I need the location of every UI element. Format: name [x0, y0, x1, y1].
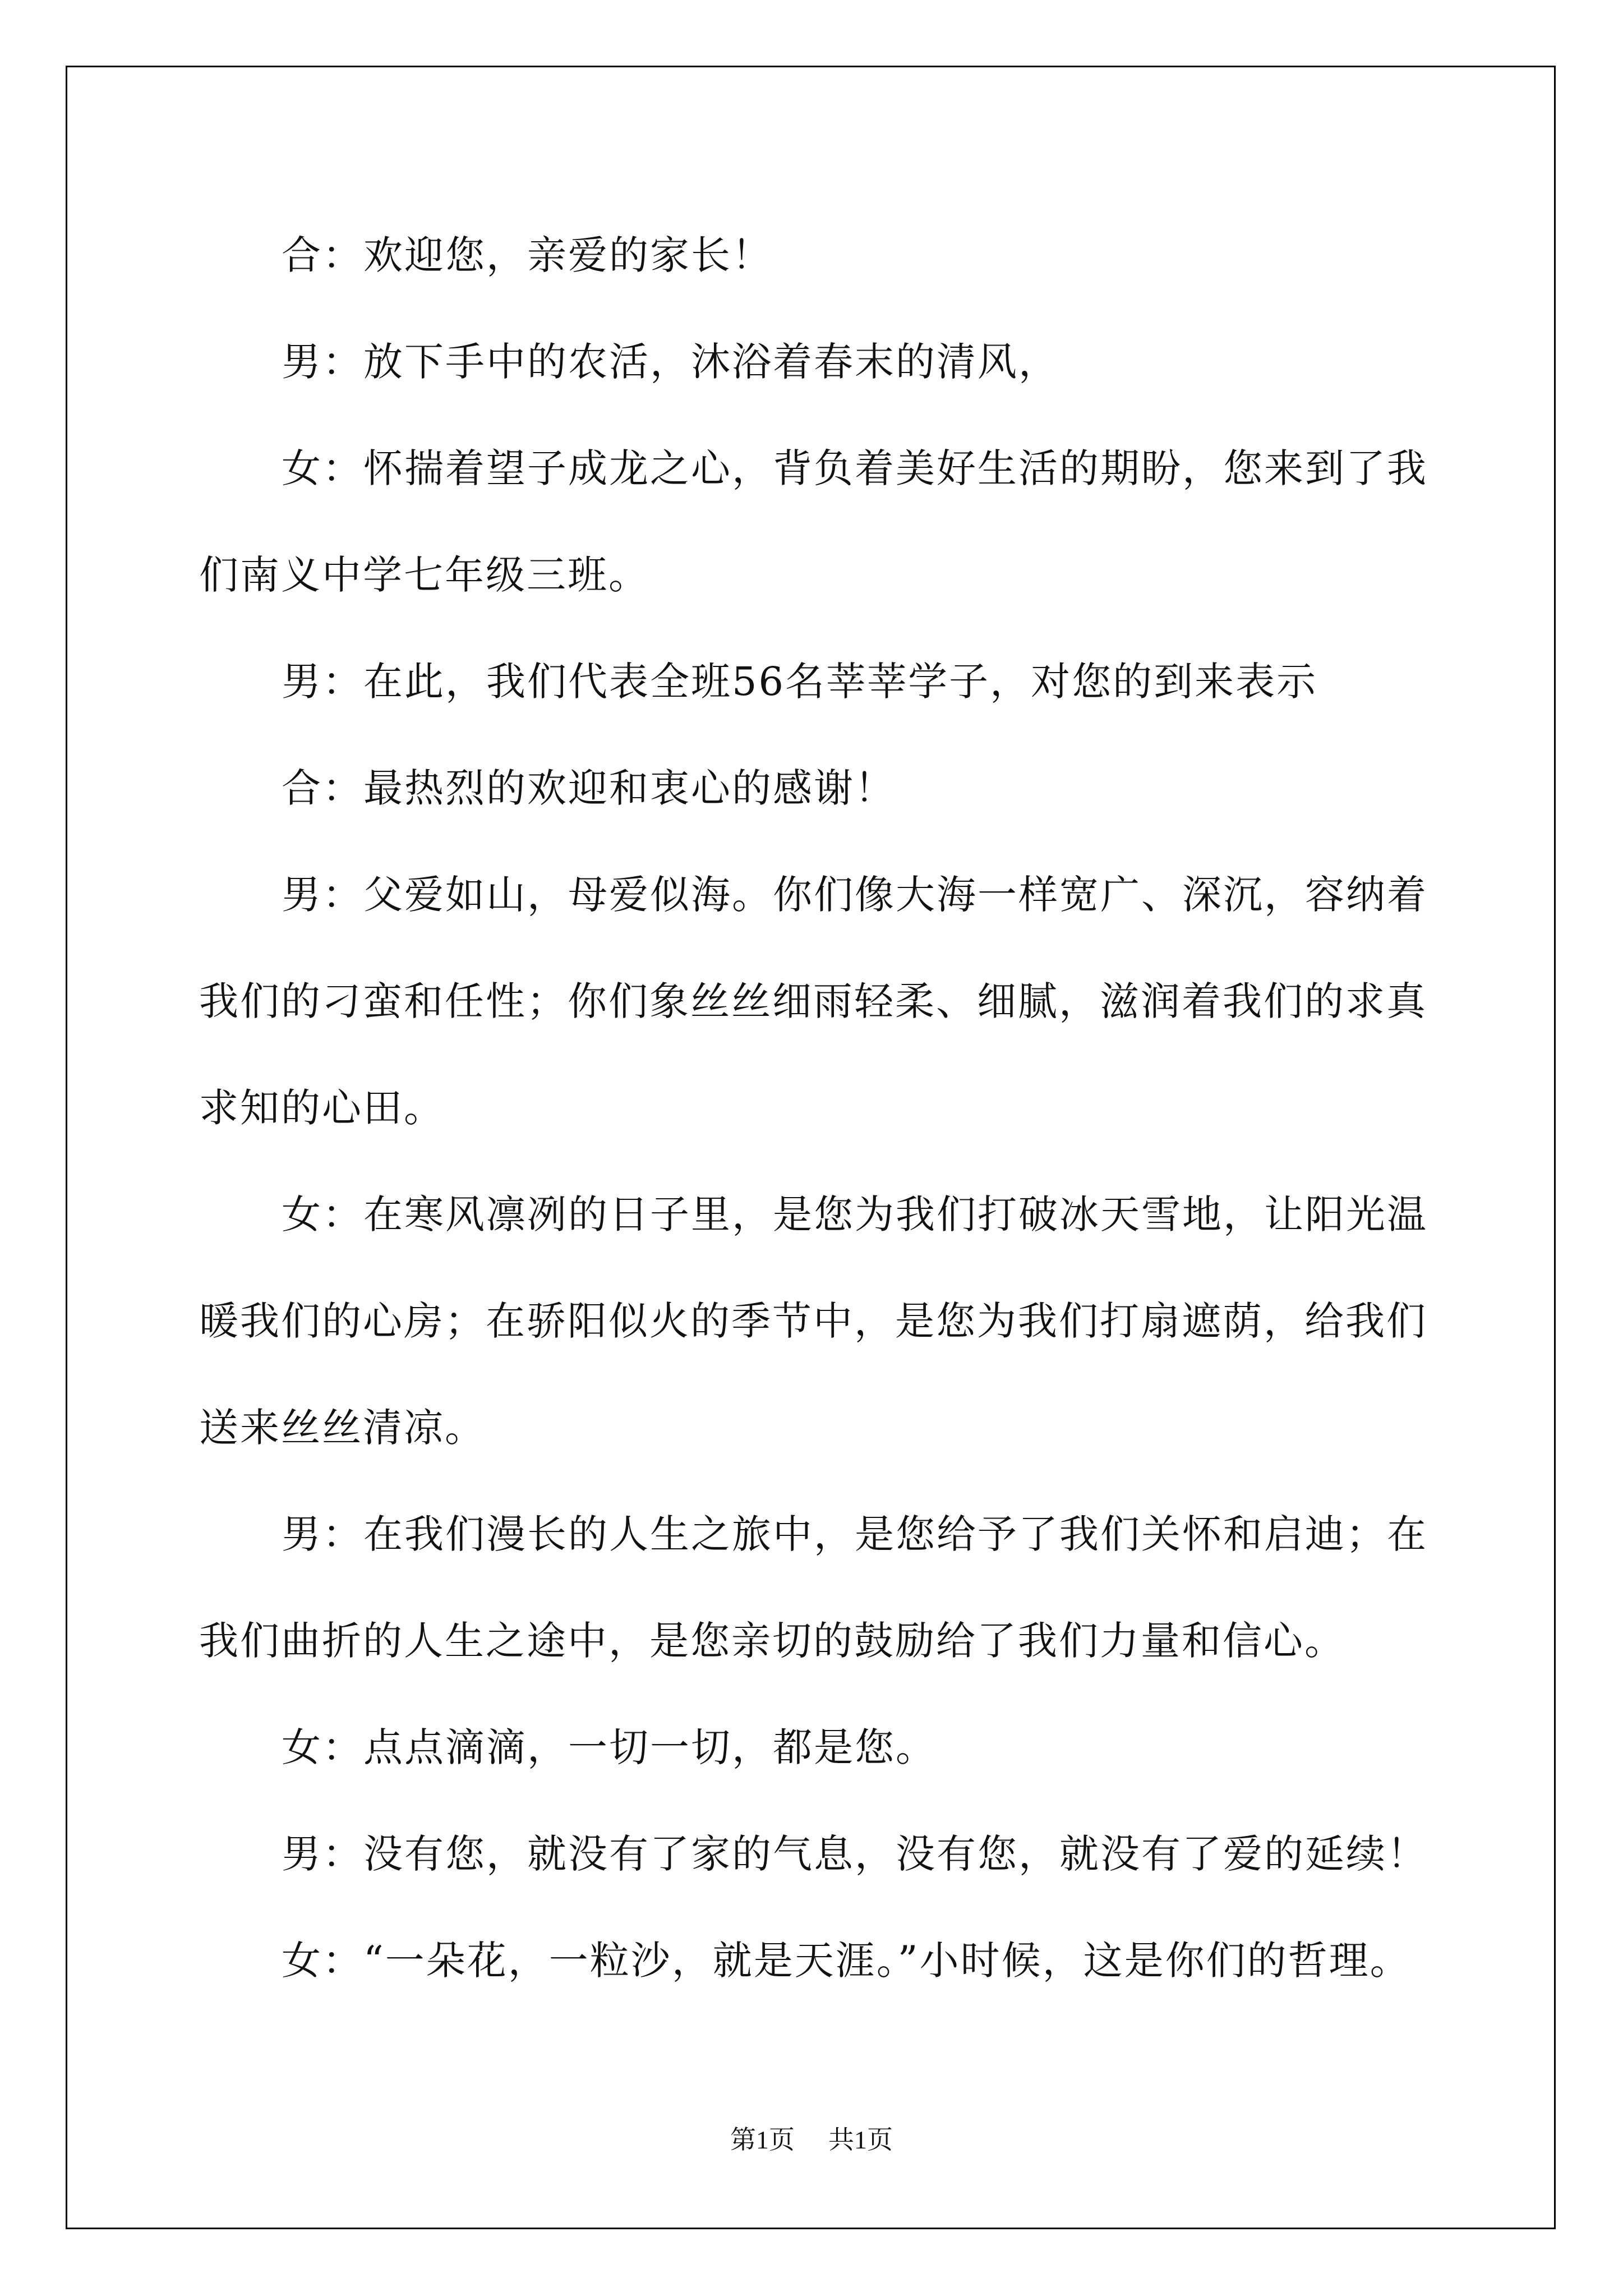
paragraph: 女：点点滴滴，一切一切，都是您。	[282, 1724, 937, 1770]
page-total: 共1页	[828, 2125, 893, 2154]
paragraph: 合：欢迎您，亲爱的家长！	[282, 232, 773, 278]
paragraph: 男：父爱如山，母爱似海。你们像大海一样宽广、深沉，容纳着我们的刁蛮和任性；你们象丝丝细雨轻柔、细腻，滋润着我们的求真求知的心田。	[199, 872, 1428, 1131]
page-number: 第1页	[730, 2125, 795, 2154]
paragraph: 男：放下手中的农活，沐浴着春末的清风，	[282, 339, 1059, 385]
paragraph: 女：“一朵花，一粒沙，就是天涯。”小时候，这是你们的哲理。	[282, 1938, 1411, 1984]
paragraph: 男：没有您，就没有了家的气息，没有您，就没有了爱的延续！	[282, 1831, 1428, 1877]
page-footer	[0, 2119, 1623, 2156]
paragraph: 男：在我们漫长的人生之旅中，是您给予了我们关怀和启迪；在我们曲折的人生之途中，是您亲切的鼓励给了我们力量和信心。	[199, 1511, 1428, 1664]
paragraph: 女：怀揣着望子成龙之心，背负着美好生活的期盼，您来到了我们南义中学七年级三班。	[199, 445, 1428, 598]
paragraph: 男：在此，我们代表全班56名莘莘学子，对您的到来表示	[282, 659, 1318, 705]
document-body	[199, 202, 1444, 2014]
paragraph: 女：在寒风凛冽的日子里，是您为我们打破冰天雪地，让阳光温暖我们的心房；在骄阳似火的季节中，是您为我们打扇遮荫，给我们送来丝丝清凉。	[199, 1191, 1428, 1451]
paragraph: 合：最热烈的欢迎和衷心的感谢！	[282, 765, 896, 811]
